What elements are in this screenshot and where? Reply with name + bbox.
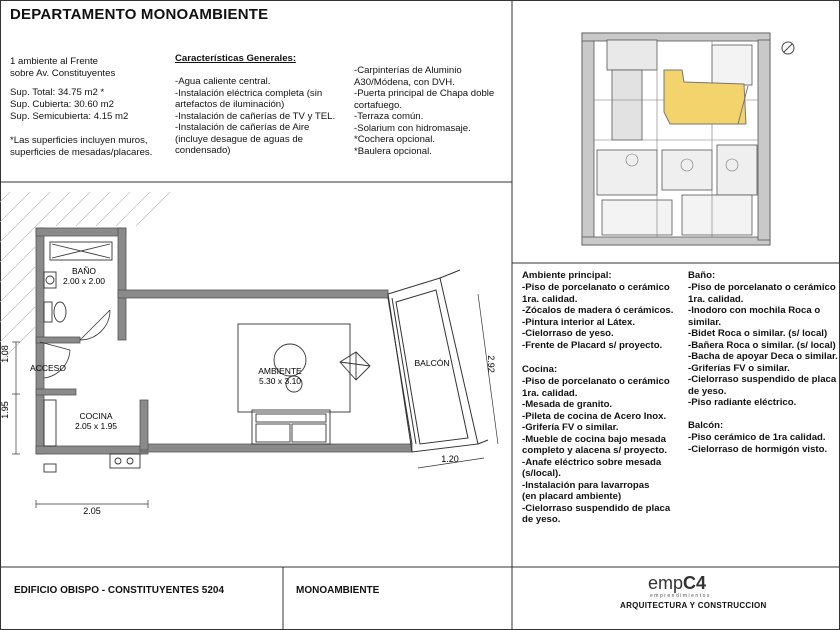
general-heading: Características Generales:: [175, 53, 297, 64]
spec-balcon-heading: Balcón:: [688, 420, 724, 431]
spec-ambiente-list: -Piso de porcelanato o cerámico 1ra. calidad. -Zócalos de madera ó cerámicos. -Pintura interior al Látex. -Cielorraso de yeso. -Frente de Placard s/ proyecto.: [522, 282, 674, 351]
location-text: 1 ambiente al Frente sobre Av. Constituyentes: [10, 56, 116, 79]
spec-ambiente-heading: Ambiente principal:: [522, 270, 612, 281]
brand-logo-part-a: emp: [648, 573, 684, 593]
dim-108: 1.08: [0, 345, 10, 363]
spec-cocina-heading: Cocina:: [522, 364, 558, 375]
spec-bano-list: -Piso de porcelanato o cerámico 1ra. calidad. -Inodoro con mochila Roca o similar. -Bidet Roca o similar. (s/ local) -Bañera Roca o similar. (s/ local) -Bacha de apoyar Deca o similar. -Griferías FV o similar. -Cielorraso suspendido de placa de yeso. -Piso radiante eléctrico.: [688, 282, 838, 408]
bano-label: BAÑO: [71, 266, 97, 276]
furniture: [238, 324, 370, 444]
unit-type: MONOAMBIENTE: [296, 585, 380, 596]
sup-cubierta: Sup. Cubierta: 30.60 m2: [10, 99, 114, 110]
ambiente-dim: 5.30 x 3.10: [258, 376, 302, 386]
dim-292: 2.92: [486, 355, 496, 373]
sup-semicubierta: Sup. Semicubierta: 4.15 m2: [10, 111, 129, 122]
bano-dim: 2.00 x 2.00: [62, 276, 106, 286]
dim-120: 1.20: [441, 454, 459, 464]
building-name: EDIFICIO OBISPO - CONSTITUYENTES 5204: [14, 585, 225, 596]
dim-205: 2.05: [83, 506, 101, 516]
spec-bano-heading: Baño:: [688, 270, 716, 281]
sup-total: Sup. Total: 34.75 m2 *: [10, 87, 105, 98]
spec-cocina-list: -Piso de porcelanato o cerámico 1ra. calidad. -Mesada de granito. -Pileta de cocina de Acero Inox. -Grifería FV o similar. -Mueble de cocina bajo mesada completo y alacena s/ proyecto. -Anafe eléctrico sobre mesada (s/local). -Instalación para lavarropas (en placard ambiente) -Cielorraso suspendido de placa de yeso.: [522, 376, 671, 525]
general-features-list-2: -Carpinterías de Aluminio A30/Módena, con DVH. -Puerta principal de Chapa doble cortafuego. -Terraza común. -Solarium con hidromasaje. *Cochera opcional. *Baulera opcional.: [354, 65, 495, 157]
surface-note: *Las superficies incluyen muros, superficies de mesadas/placares.: [10, 135, 153, 158]
brand-subtitle: ARQUITECTURA Y CONSTRUCCION: [620, 601, 767, 610]
floor-plan: [0, 182, 512, 567]
cocina-dim: 2.05 x 1.95: [74, 421, 118, 431]
dim-195: 1.95: [0, 401, 10, 419]
brand-small: emprendimientos: [650, 593, 711, 599]
brand-logo: [648, 573, 706, 594]
ambiente-label: AMBIENTE: [258, 366, 302, 376]
key-plan: [512, 0, 840, 263]
acceso-label: ACCESO: [30, 363, 66, 373]
spec-balcon-list: -Piso cerámico de 1ra calidad. -Cielorraso de hormigón visto.: [688, 432, 828, 455]
general-features-list: -Agua caliente central. -Instalación eléctrica completa (sin artefactos de iluminación) -Instalación de cañerías de TV y TEL. -Instalación de cañerías de Aire (incluye desague de aguas de condensado): [175, 76, 336, 156]
cocina-label: COCINA: [79, 411, 113, 421]
brand-logo-part-b: C4: [683, 573, 707, 593]
balcon-label: BALCÓN: [414, 358, 450, 368]
page-title: DEPARTAMENTO MONOAMBIENTE: [10, 6, 269, 23]
